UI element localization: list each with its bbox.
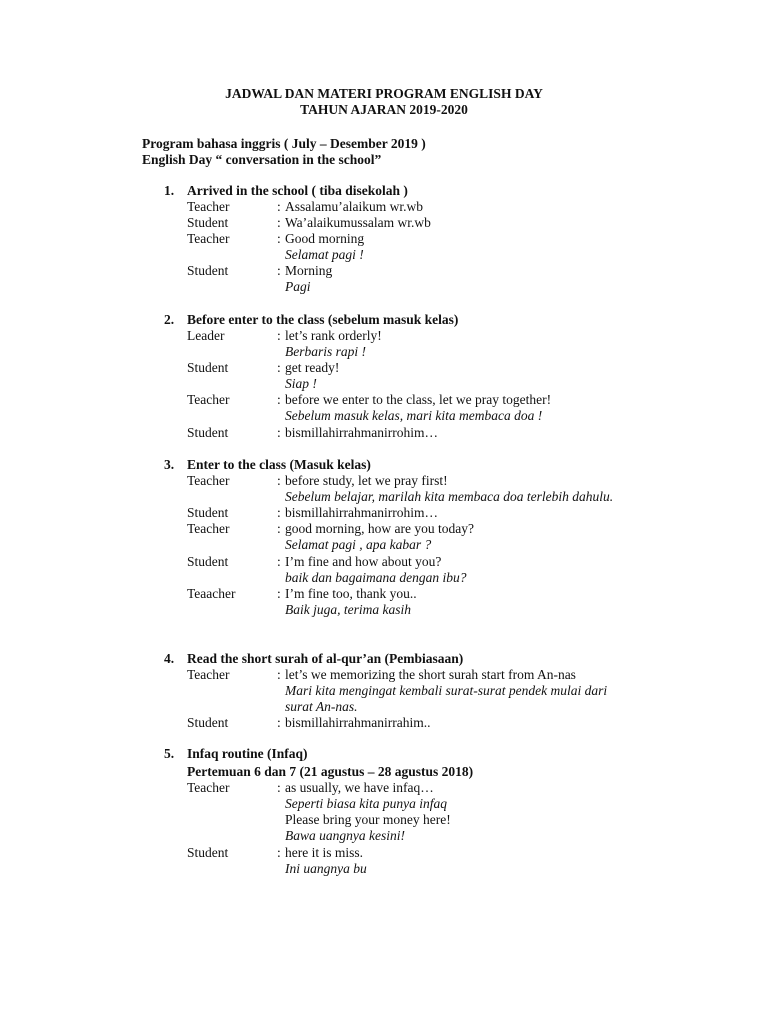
speaker-label: Student bbox=[187, 425, 229, 440]
section-title: Arrived in the school ( tiba disekolah ) bbox=[187, 183, 408, 198]
speaker-label: Student bbox=[187, 263, 229, 278]
dialogue-text: I’m fine and how about you? bbox=[285, 554, 442, 569]
dialogue-text: Assalamu’alaikum wr.wb bbox=[285, 199, 423, 214]
translation-text: Bawa uangnya kesini! bbox=[285, 828, 405, 843]
colon: : bbox=[277, 473, 281, 488]
translation-text: Mari kita mengingat kembali surat-surat pendek mulai dari bbox=[285, 683, 608, 698]
dialogue-text: bismillahirrahmanirrahim.. bbox=[285, 715, 431, 730]
colon: : bbox=[277, 554, 281, 569]
dialogue-text: let’s we memorizing the short surah start from An-nas bbox=[285, 667, 576, 682]
speaker-label: Teacher bbox=[187, 780, 230, 795]
speaker-label: Student bbox=[187, 715, 229, 730]
colon: : bbox=[277, 715, 281, 730]
section-title: Before enter to the class (sebelum masuk kelas) bbox=[187, 312, 459, 327]
speaker-label: Teacher bbox=[187, 473, 230, 488]
dialogue-text: as usually, we have infaq… bbox=[285, 780, 434, 795]
colon: : bbox=[277, 392, 281, 407]
dialogue-text: let’s rank orderly! bbox=[285, 328, 382, 343]
speaker-label: Teacher bbox=[187, 231, 230, 246]
dialogue-text: before we enter to the class, let we pray together! bbox=[285, 392, 552, 407]
dialogue-text: Morning bbox=[285, 263, 333, 278]
translation-text: Sebelum belajar, marilah kita membaca doa terlebih dahulu. bbox=[285, 489, 614, 504]
translation-text: Pagi bbox=[285, 279, 311, 294]
colon: : bbox=[277, 328, 281, 343]
colon: : bbox=[277, 521, 281, 536]
colon: : bbox=[277, 505, 281, 520]
speaker-label: Teacher bbox=[187, 667, 230, 682]
section-title: Enter to the class (Masuk kelas) bbox=[187, 457, 371, 472]
dialogue-text: bismillahirrahmanirrohim… bbox=[285, 505, 438, 520]
section-number: 1. bbox=[164, 183, 175, 198]
translation-text: Ini uangnya bu bbox=[285, 861, 367, 876]
colon: : bbox=[277, 263, 281, 278]
speaker-label: Teacher bbox=[187, 521, 230, 536]
translation-text: surat An-nas. bbox=[285, 699, 358, 714]
section-number: 3. bbox=[164, 457, 175, 472]
speaker-label: Student bbox=[187, 360, 229, 375]
speaker-label: Teacher bbox=[187, 392, 230, 407]
speaker-label: Student bbox=[187, 215, 229, 230]
translation-text: Berbaris rapi ! bbox=[285, 344, 366, 359]
section-subtitle: Pertemuan 6 dan 7 (21 agustus – 28 agustus 2018) bbox=[187, 764, 474, 779]
translation-text: Seperti biasa kita punya infaq bbox=[285, 796, 447, 811]
translation-text: Sebelum masuk kelas, mari kita membaca doa ! bbox=[285, 408, 543, 423]
english-day-line: English Day “ conversation in the school” bbox=[142, 152, 382, 167]
translation-text: Selamat pagi ! bbox=[285, 247, 364, 262]
translation-text: baik dan bagaimana dengan ibu? bbox=[285, 570, 467, 585]
speaker-label: Teacher bbox=[187, 199, 230, 214]
dialogue-text: Good morning bbox=[285, 231, 365, 246]
speaker-label: Student bbox=[187, 554, 229, 569]
speaker-label: Student bbox=[187, 505, 229, 520]
program-line: Program bahasa inggris ( July – Desember 2019 ) bbox=[142, 136, 426, 151]
dialogue-text: Please bring your money here! bbox=[285, 812, 451, 827]
dialogue-text: Wa’alaikumussalam wr.wb bbox=[285, 215, 431, 230]
dialogue-text: before study, let we pray first! bbox=[285, 473, 448, 488]
section-number: 5. bbox=[164, 746, 175, 761]
section-title: Read the short surah of al-qur’an (Pembiasaan) bbox=[187, 651, 464, 666]
colon: : bbox=[277, 780, 281, 795]
colon: : bbox=[277, 425, 281, 440]
dialogue-text: good morning, how are you today? bbox=[285, 521, 474, 536]
colon: : bbox=[277, 586, 281, 601]
translation-text: Siap ! bbox=[285, 376, 317, 391]
document-title: JADWAL DAN MATERI PROGRAM ENGLISH DAY bbox=[225, 86, 543, 101]
colon: : bbox=[277, 215, 281, 230]
colon: : bbox=[277, 199, 281, 214]
colon: : bbox=[277, 845, 281, 860]
section-number: 2. bbox=[164, 312, 175, 327]
translation-text: Baik juga, terima kasih bbox=[285, 602, 411, 617]
colon: : bbox=[277, 667, 281, 682]
speaker-label: Leader bbox=[187, 328, 225, 343]
colon: : bbox=[277, 360, 281, 375]
section-title: Infaq routine (Infaq) bbox=[187, 746, 308, 761]
dialogue-text: here it is miss. bbox=[285, 845, 363, 860]
speaker-label: Student bbox=[187, 845, 229, 860]
speaker-label: Teaacher bbox=[187, 586, 236, 601]
section-number: 4. bbox=[164, 651, 175, 666]
colon: : bbox=[277, 231, 281, 246]
translation-text: Selamat pagi , apa kabar ? bbox=[285, 537, 432, 552]
dialogue-text: bismillahirrahmanirrohim… bbox=[285, 425, 438, 440]
dialogue-text: get ready! bbox=[285, 360, 340, 375]
document-subtitle: TAHUN AJARAN 2019-2020 bbox=[300, 102, 468, 117]
dialogue-text: I’m fine too, thank you.. bbox=[285, 586, 417, 601]
